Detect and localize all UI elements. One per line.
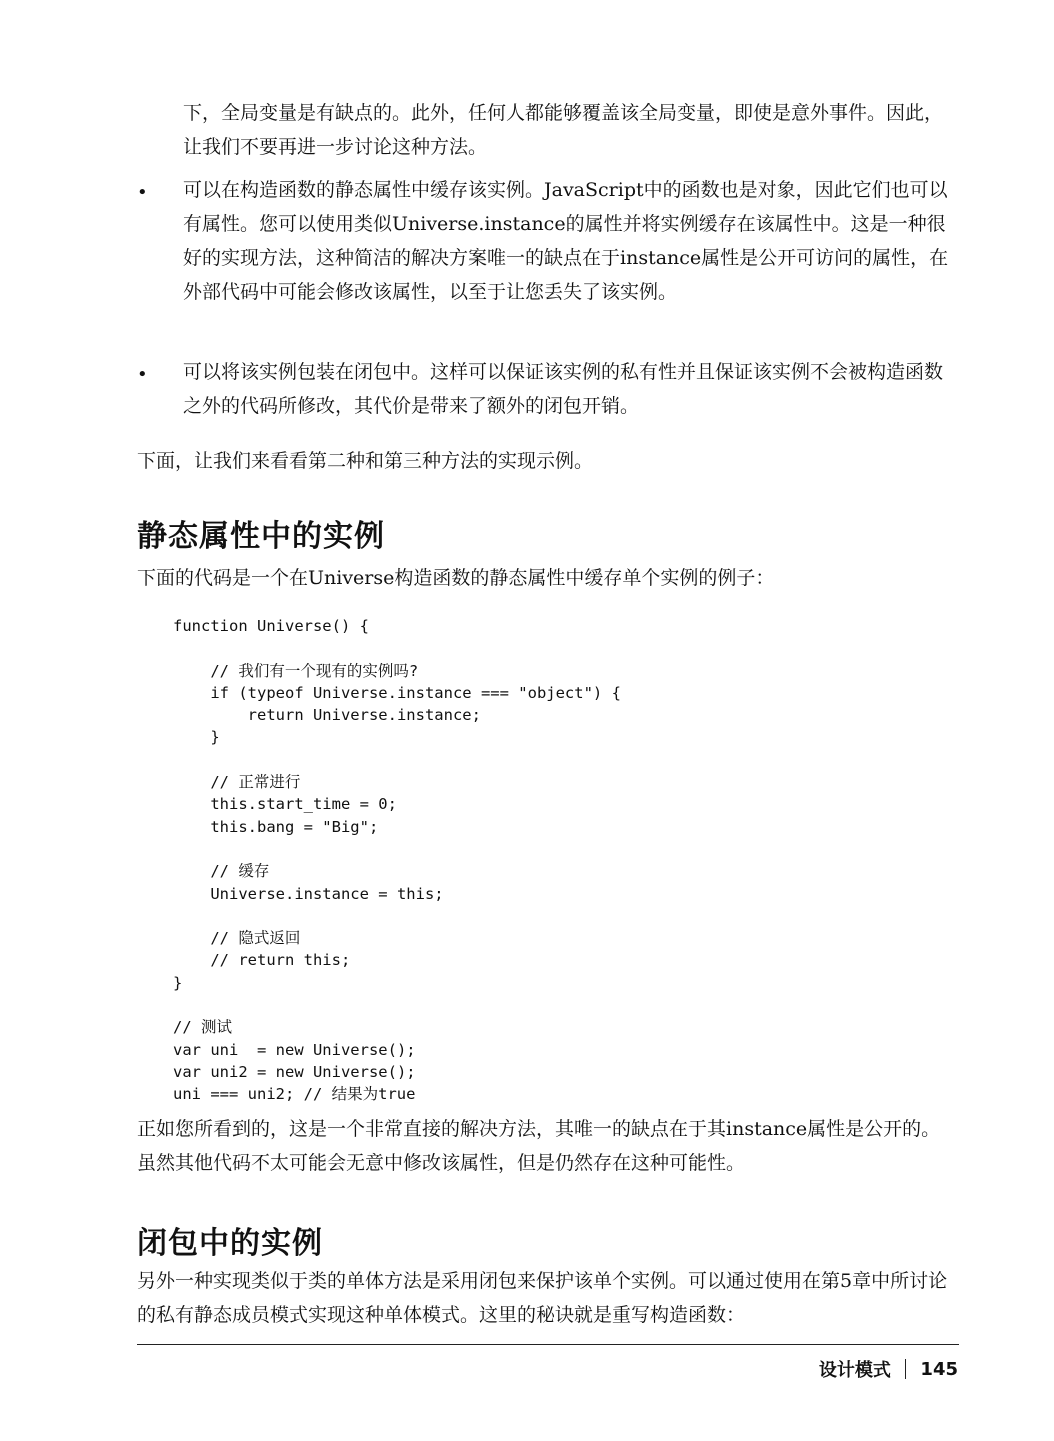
bullet-item-closure: 可以将该实例包装在闭包中。这样可以保证该实例的私有性并且保证该实例不会被构造函数之外的代码所修改，其代价是带来了额外的闭包开销。: [183, 361, 944, 417]
section-heading-closure: 闭包中的实例: [137, 1226, 323, 1261]
after-code-paragraph: 正如您所看到的，这是一个非常直接的解决方法，其唯一的缺点在于其instance属性是公开的。虽然其他代码不太可能会无意中修改该属性，但是仍然存在这种可能性。: [137, 1118, 941, 1174]
footer-chapter-title: 设计模式: [818, 1360, 891, 1381]
section-heading-static-property: 静态属性中的实例: [137, 519, 385, 554]
code-listing: function Universe() { // 我们有一个现有的实例吗? if (typeof Universe.instance === "object") { return Universe.instance; } // 正常进行 this.start_time = 0; this.bang = "Big"; // 缓存 Universe.instance = this; // 隐式返回 // return this; } // 测试 var uni = new Universe(); var uni2 = new Universe(); uni === uni2; // 结果为true: [173, 617, 621, 1104]
footer-page-number: 145: [920, 1358, 958, 1380]
section2-intro-paragraph: 另外一种实现类似于类的单体方法是采用闭包来保护该单个实例。可以通过使用在第5章中所讨论的私有静态成员模式实现这种单体模式。这里的秘诀就是重写构造函数：: [137, 1270, 948, 1326]
page-footer: [819, 1356, 958, 1382]
footer-separator: [905, 1359, 907, 1379]
bullet-marker-2: •: [137, 364, 148, 385]
bullet-item-static-property: 可以在构造函数的静态属性中缓存该实例。JavaScript中的函数也是对象，因此它们也可以有属性。您可以使用类似Universe.instance的属性并将实例缓存在该属性中。这是一种很好的实现方法，这种简洁的解决方案唯一的缺点在于instance属性是公开可访问的属性，在外部代码中可能会修改该属性，以至于让您丢失了该实例。: [183, 179, 949, 303]
footer-rule: [137, 1344, 959, 1345]
bullet-marker-1: •: [137, 182, 148, 203]
section1-intro-paragraph: 下面的代码是一个在Universe构造函数的静态属性中缓存单个实例的例子：: [137, 567, 775, 589]
transition-paragraph: 下面，让我们来看看第二种和第三种方法的实现示例。: [137, 450, 594, 472]
paragraph-continuation: 下，全局变量是有缺点的。此外，任何人都能够覆盖该全局变量，即使是意外事件。因此，让我们不要再进一步讨论这种方法。: [183, 102, 944, 158]
